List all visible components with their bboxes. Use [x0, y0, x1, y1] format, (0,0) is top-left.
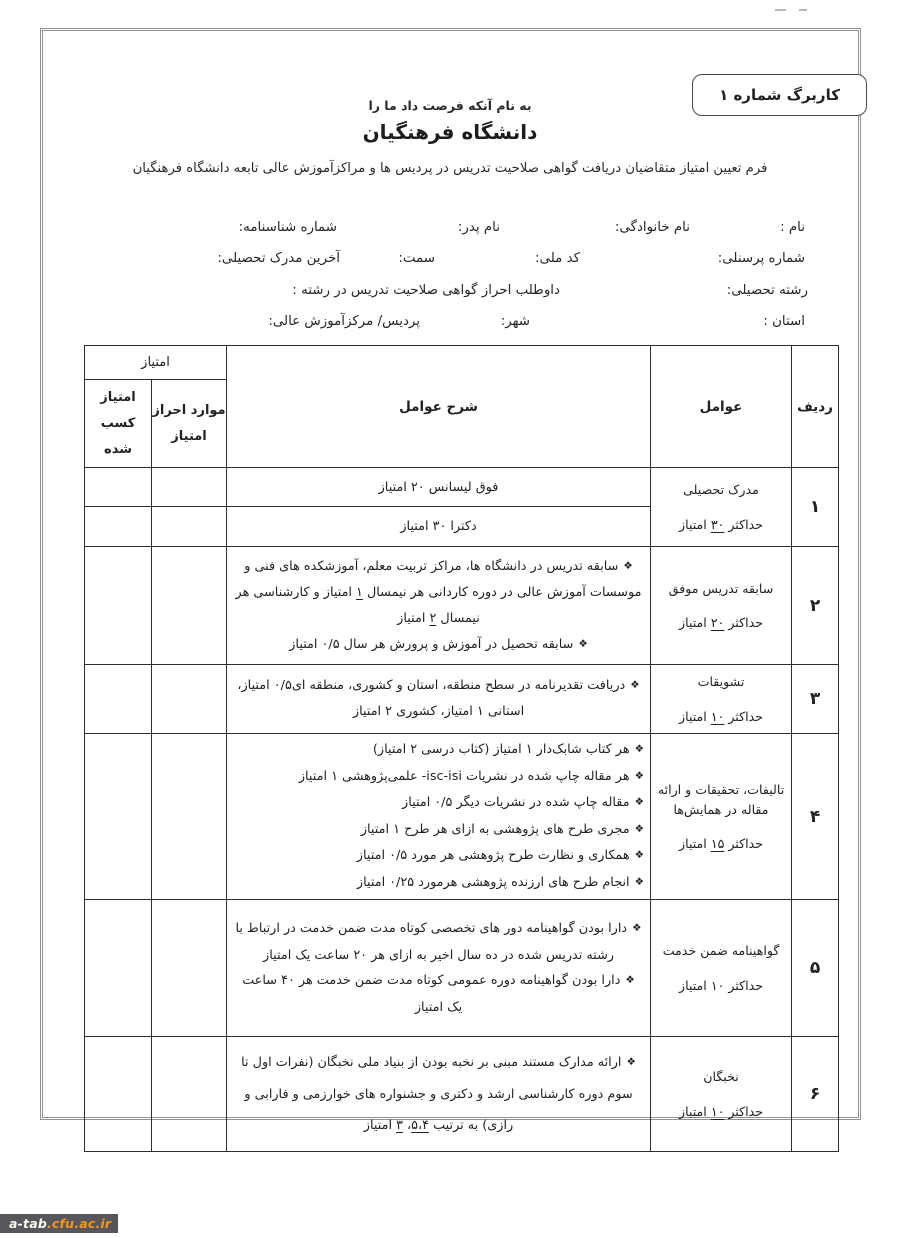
diamond-bullet-icon: ❖ [625, 974, 635, 986]
description-item: ❖مقاله چاپ شده در نشریات دیگر ۰/۵ امتیاز [233, 790, 644, 817]
diamond-bullet-icon: ❖ [634, 796, 645, 808]
diamond-bullet-icon: ❖ [630, 679, 640, 691]
field-label-province: استان : [763, 314, 805, 329]
header-row-no: ردیف [792, 346, 839, 468]
factors-cell [651, 547, 792, 665]
factors-cell [651, 1037, 792, 1152]
score-table-header [85, 346, 839, 468]
description-item: ❖هر مقاله چاپ شده در نشریات isc-isi- علمی‌پژوهشی ۱ امتیاز [233, 764, 644, 791]
field-label-name: نام : [780, 220, 805, 235]
score-earned-cell [85, 665, 152, 734]
table-row [85, 900, 839, 1037]
row-number-cell: ۵ [792, 900, 839, 1037]
score-earned-cell [85, 1037, 152, 1152]
fields-line-1 [0, 220, 900, 240]
score-cases-cell [152, 665, 227, 734]
score-earned-cell [85, 734, 152, 900]
factor-max-score: حداکثر ۱۰ امتیاز [679, 708, 763, 724]
diamond-bullet-icon: ❖ [634, 849, 645, 861]
description-item: ❖دریافت تقدیرنامه در سطح منطقه، استان و کشوری، منطقه ای۰/۵ امتیاز، استانی ۱ امتیاز، کشوری ۲ امتیاز [233, 673, 644, 725]
header-score-group: امتیاز [85, 346, 227, 380]
description-item: ❖دارا بودن گواهینامه دوره عمومی کوتاه مدت ضمن خدمت هر ۴۰ ساعت یک امتیاز [233, 968, 644, 1020]
worksheet-number-badge: کاربرگ شماره ۱ [692, 74, 867, 116]
factors-cell [651, 665, 792, 734]
factors-cell [651, 468, 792, 547]
row-number-cell: ۶ [792, 1037, 839, 1152]
factor-title: نخبگان [703, 1069, 739, 1085]
header-description: شرح عوامل [227, 346, 651, 468]
description-item: ❖انجام طرح های ارزنده پژوهشی هرمورد ۰/۲۵ امتیاز [233, 870, 644, 897]
row-number-cell: ۲ [792, 547, 839, 665]
factor-title: گواهینامه ضمن خدمت [662, 943, 780, 959]
diamond-bullet-icon: ❖ [634, 769, 645, 782]
header-score-earned: امتیاز کسب شده [85, 380, 152, 468]
score-cases-cell [152, 1037, 227, 1152]
field-label-last-degree: آخرین مدرک تحصیلی: [217, 251, 340, 266]
description-item: ❖هر کتاب شابک‌دار ۱ امتیاز (کتاب درسی ۲ امتیاز) [233, 737, 644, 764]
table-row [85, 665, 839, 734]
factor-max-score: حداکثر ۱۵ امتیاز [679, 836, 763, 852]
form-title: فرم تعیین امتیاز متقاضیان دریافت گواهی صلاحیت تدریس در پردیس ها و مراکزآموزش عالی تابعه دانشگاه فرهنگیان [132, 161, 768, 176]
table-row [85, 1037, 839, 1152]
score-cases-cell [152, 547, 227, 665]
watermark-site-name: a-tab [9, 1216, 47, 1231]
university-title: دانشگاه فرهنگیان [362, 120, 538, 144]
fields-line-3 [0, 283, 900, 303]
field-label-applicant-field: داوطلب احراز گواهی صلاحیت تدریس در رشته : [292, 283, 560, 298]
diamond-bullet-icon: ❖ [632, 922, 642, 934]
description-item: ❖ارائه مدارک مستند مبنی بر نخبه بودن از بنیاد ملی نخبگان (نفرات اول تا سوم دوره کارشناسی ارشد و دکتری و جشنواره های خوارزمی و فارابی و رازی) به ترتیب ۵،۴، ۳ امتیاز [233, 1047, 644, 1141]
diamond-bullet-icon: ❖ [626, 1056, 636, 1068]
description-cell [227, 734, 651, 900]
header-factors: عوامل [651, 346, 792, 468]
description-item: ❖سابقه تدریس در دانشگاه ها، مراکز تربیت معلم، آموزشکده های فنی و موسسات آموزش عالی در دوره کاردانی هر نیمسال ۱ امتیاز و کارشناسی هر نیمسال ۲ امتیاز [233, 554, 644, 632]
row-number-cell: ۳ [792, 665, 839, 734]
score-cases-cell [152, 507, 227, 547]
row-number-cell: ۱ [792, 468, 839, 547]
field-label-family-name: نام خانوادگی: [614, 220, 690, 235]
fields-line-2 [0, 251, 900, 271]
description-item: ❖دارا بودن گواهینامه دور های تخصصی کوتاه مدت ضمن خدمت در ارتباط با رشته تدریس شده در ده سال اخیر به ازای هر ۲۰ ساعت یک امتیاز [233, 916, 644, 968]
description-cell [227, 900, 651, 1037]
field-label-study-field: رشته تحصیلی: [726, 283, 808, 298]
factor-max-score: حداکثر ۱۰ امتیاز [679, 1103, 763, 1119]
factors-cell [651, 734, 792, 900]
description-cell: فوق لیسانس ۲۰ امتیاز [227, 468, 651, 507]
factors-cell [651, 900, 792, 1037]
description-cell [227, 1037, 651, 1152]
watermark-site-domain: .cfu.ac.ir [46, 1216, 112, 1231]
scan-artifact-mark [799, 9, 807, 11]
factor-max-score: حداکثر ۱۰ امتیاز [679, 977, 763, 993]
field-label-id-number: شماره شناسنامه: [238, 220, 337, 235]
field-label-campus: پردیس/ مرکزآموزش عالی: [268, 314, 420, 329]
table-row [85, 468, 839, 507]
site-watermark [0, 1214, 118, 1233]
factor-max-score: حداکثر ۳۰ امتیاز [679, 516, 763, 532]
field-label-father-name: نام پدر: [457, 220, 500, 235]
score-earned-cell [85, 468, 152, 507]
header-score-cases: موارد احراز امتیاز [152, 380, 227, 468]
description-cell [227, 547, 651, 665]
description-cell: دکترا ۳۰ امتیاز [227, 507, 651, 547]
description-cell [227, 665, 651, 734]
table-row [85, 734, 839, 900]
bismillah-line: به نام آنکه فرصت داد ما را [368, 98, 532, 113]
score-earned-cell [85, 900, 152, 1037]
diamond-bullet-icon: ❖ [634, 743, 645, 755]
diamond-bullet-icon: ❖ [578, 637, 588, 650]
diamond-bullet-icon: ❖ [634, 822, 645, 835]
score-table-body [85, 468, 839, 1152]
score-cases-cell [152, 468, 227, 507]
score-earned-cell [85, 507, 152, 547]
score-table [84, 345, 839, 1152]
factor-max-score: حداکثر ۲۰ امتیاز [679, 615, 763, 631]
score-cases-cell [152, 900, 227, 1037]
field-label-position: سمت: [398, 251, 435, 266]
description-item: ❖همکاری و نظارت طرح پژوهشی هر مورد ۰/۵ امتیاز [233, 843, 644, 870]
scan-artifact-mark [775, 9, 786, 11]
score-earned-cell [85, 547, 152, 665]
factor-title: تالیفات، تحقیقات و ارائه مقاله در همایش‌ها [657, 782, 785, 817]
field-label-personnel-no: شماره پرسنلی: [717, 251, 805, 266]
description-item: ❖مجری طرح های پژوهشی به ازای هر طرح ۱ امتیاز [233, 817, 644, 844]
factor-title: سابقه تدریس موفق [668, 580, 774, 596]
factor-title: تشویقات [697, 674, 745, 690]
description-item: ❖سابقه تحصیل در آموزش و پرورش هر سال ۰/۵ امتیاز [233, 632, 644, 658]
fields-line-4 [0, 314, 900, 334]
field-label-national-code: کد ملی: [535, 251, 580, 266]
row-number-cell: ۴ [792, 734, 839, 900]
factor-title: مدرک تحصیلی [683, 482, 759, 498]
field-label-city: شهر: [500, 314, 530, 329]
diamond-bullet-icon: ❖ [634, 875, 645, 888]
score-cases-cell [152, 734, 227, 900]
diamond-bullet-icon: ❖ [623, 559, 633, 572]
table-row [85, 547, 839, 665]
